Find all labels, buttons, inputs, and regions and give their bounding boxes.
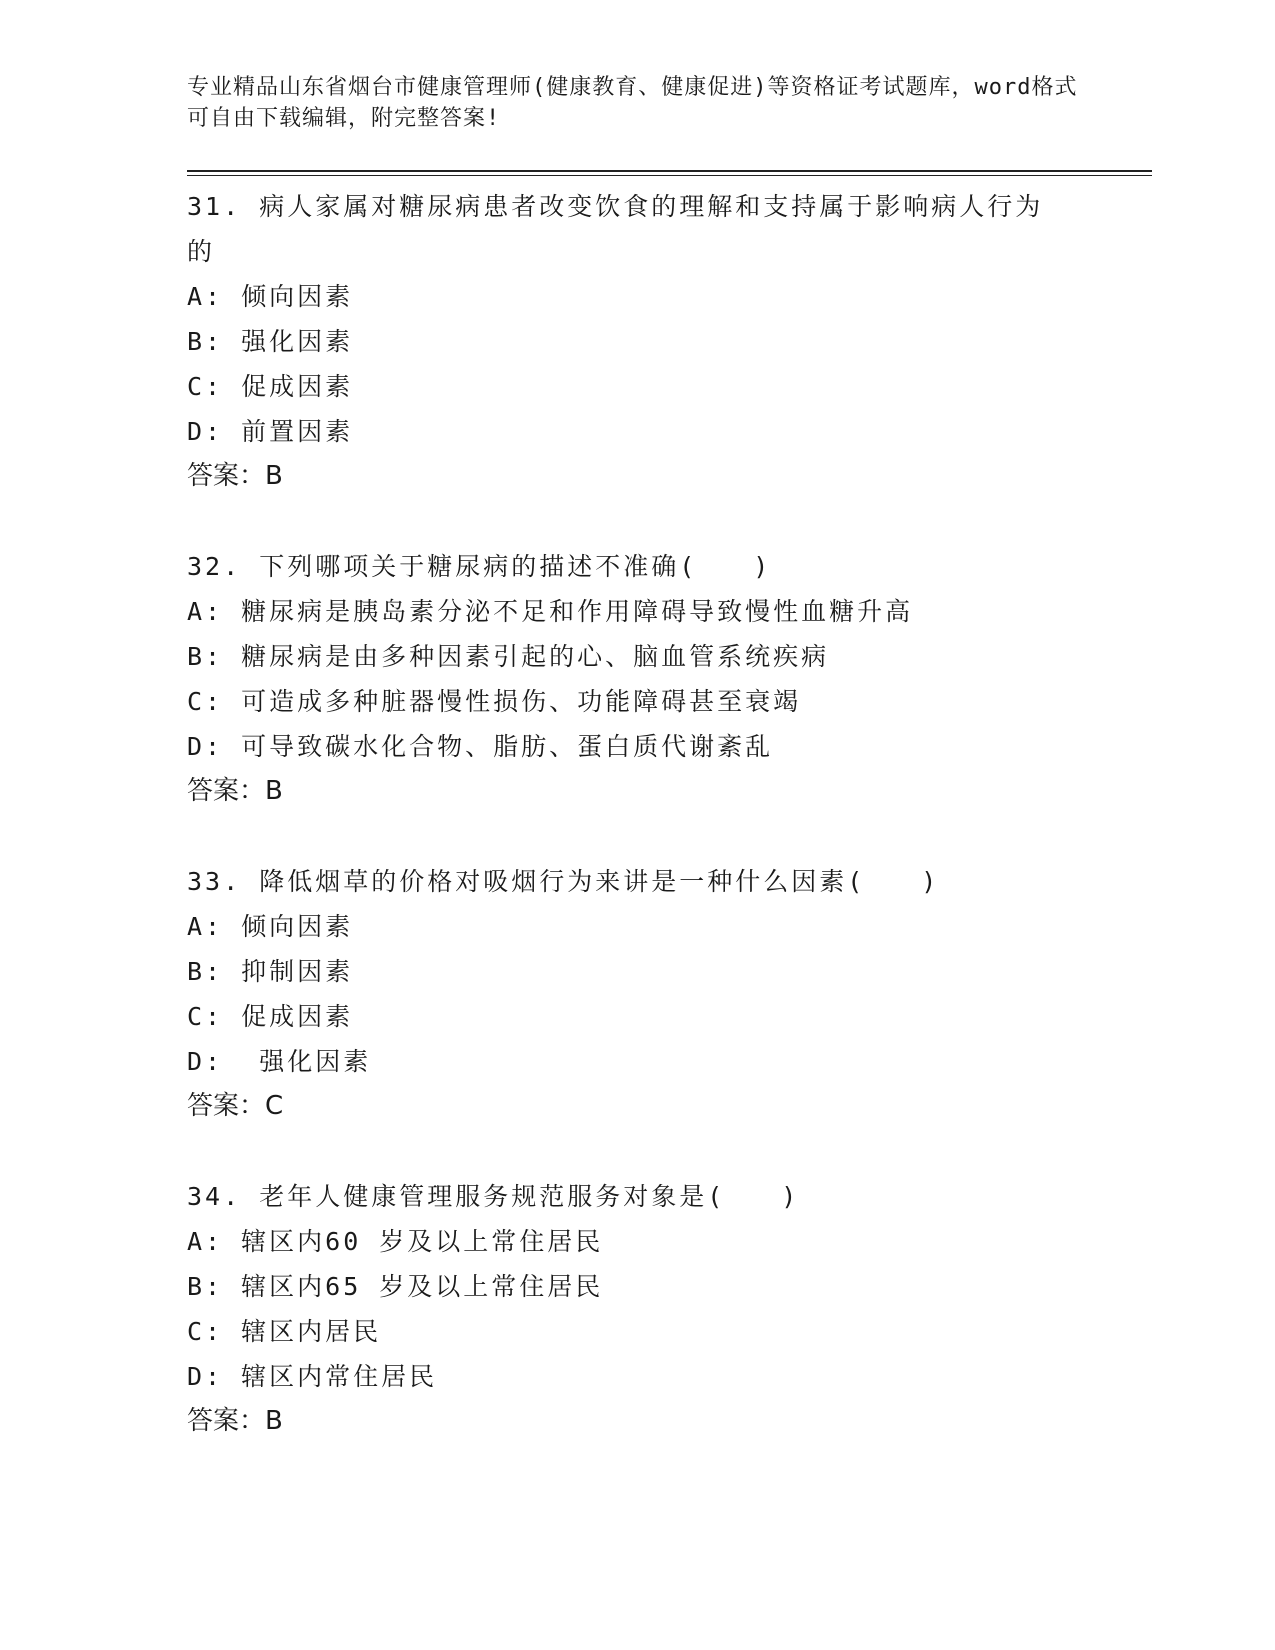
question-31 [187,184,1152,499]
option-d: D: 可导致碳水化合物、脂肪、蛋白质代谢紊乱 [187,732,774,761]
spacer [187,814,1152,859]
answer-line: 答案：C [187,1091,284,1121]
option-a: A: 糖尿病是胰岛素分泌不足和作用障碍导致慢性血糖升高 [187,597,914,626]
question-32 [187,544,1152,814]
option-c: C: 可造成多种脏器慢性损伤、功能障碍甚至衰竭 [187,687,802,716]
answer-line: 答案：B [187,1406,283,1436]
question-33 [187,859,1152,1129]
option-c: C: 促成因素 [187,1002,354,1031]
question-stem: 34. 老年人健康管理服务规范服务对象是( ) [187,1182,800,1211]
option-b: B: 辖区内65 岁及以上常住居民 [187,1272,604,1301]
spacer [187,1129,1152,1174]
option-a: A: 倾向因素 [187,282,354,311]
option-d: D: 辖区内常住居民 [187,1362,438,1391]
header-divider [187,170,1152,176]
divider-thick [187,170,1152,172]
option-d: D: 前置因素 [187,417,354,446]
document-header: 专业精品山东省烟台市健康管理师(健康教育、健康促进)等资格证考试题库，word格式可自由下载编辑，附完整答案! [187,75,1078,131]
option-b: B: 强化因素 [187,327,354,356]
option-a: A: 辖区内60 岁及以上常住居民 [187,1227,604,1256]
option-d: D: 强化因素 [187,1047,372,1076]
question-stem: 31. 病人家属对糖尿病患者改变饮食的理解和支持属于影响病人行为的 [187,192,1044,266]
question-34 [187,1174,1152,1444]
divider-thin [187,175,1152,176]
document-page [187,72,1152,1444]
spacer [187,499,1152,544]
answer-line: 答案：B [187,776,283,806]
option-c: C: 促成因素 [187,372,354,401]
answer-line: 答案：B [187,461,283,491]
question-stem: 32. 下列哪项关于糖尿病的描述不准确( ) [187,552,772,581]
option-b: B: 抑制因素 [187,957,354,986]
option-b: B: 糖尿病是由多种因素引起的心、脑血管系统疾病 [187,642,830,671]
question-stem: 33. 降低烟草的价格对吸烟行为来讲是一种什么因素( ) [187,867,940,896]
option-a: A: 倾向因素 [187,912,354,941]
option-c: C: 辖区内居民 [187,1317,382,1346]
